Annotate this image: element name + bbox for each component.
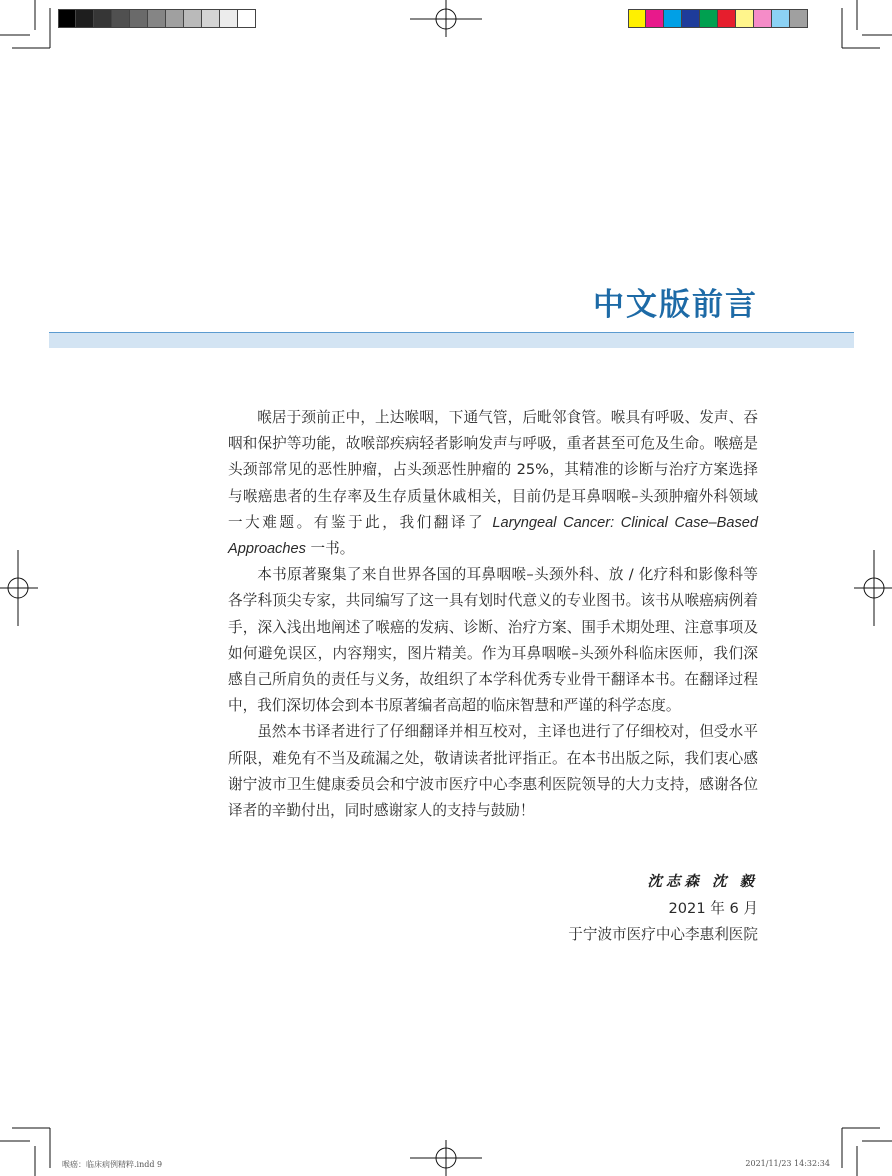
color-swatch [682,9,700,28]
registration-mark-top [410,0,482,37]
color-swatch [736,9,754,28]
crop-mark-top-left [0,0,50,48]
grayscale-swatch [76,9,94,28]
registration-mark-bottom [410,1140,482,1176]
grayscale-swatch [220,9,238,28]
grayscale-swatch [184,9,202,28]
color-swatch [700,9,718,28]
signature-date: 2021 年 6 月 [668,900,758,917]
color-swatch [646,9,664,28]
page-title: 中文版前言 [593,287,758,323]
slug-timestamp: 2021/11/23 14:32:34 [745,1159,830,1168]
grayscale-swatch [238,9,256,28]
signature-institution: 于宁波市医疗中心李惠利医院 [568,926,758,943]
slug-file-name: 喉癌：临床病例精粹.indd 9 [62,1160,163,1169]
signature-names: 沈志森 沈 毅 [647,873,758,890]
color-swatch [718,9,736,28]
color-swatch [628,9,646,28]
grayscale-swatch [166,9,184,28]
paragraph-1-text: 喉居于颈前正中，上达喉咽，下通气管，后毗邻食管。喉具有呼吸、发声、吞咽和保护等功能，故喉部疾病轻者影响发声与呼吸，重者甚至可危及生命。喉癌是头颈部常见的恶性肿瘤，占头颈恶性肿瘤的 25%，其精准的诊断与治疗方案选择与喉癌患者的生存率及生存质量休戚相关，目前仍是耳鼻咽喉–头颈肿瘤外科领域一大难题。有鉴于此，我们翻译了 [228,409,758,531]
preface-body [228,405,758,824]
color-swatch [754,9,772,28]
color-calibration-bar [628,9,808,28]
grayscale-swatch [148,9,166,28]
paragraph-3: 虽然本书译者进行了仔细翻译并相互校对，主译也进行了仔细校对，但受水平所限，难免有不当及疏漏之处，敬请读者批评指正。在本书出版之际，我们衷心感谢宁波市卫生健康委员会和宁波市医疗中心李惠利医院领导的大力支持，感谢各位译者的辛勤付出，同时感谢家人的支持与鼓励！ [228,723,758,820]
crop-mark-bottom-right [842,1128,892,1176]
grayscale-swatch [202,9,220,28]
title-band [49,333,854,348]
color-swatch [790,9,808,28]
paragraph-1 [228,405,758,562]
registration-mark-right [854,550,892,626]
grayscale-swatch [58,9,76,28]
crop-mark-top-right [842,0,892,48]
grayscale-swatch [112,9,130,28]
grayscale-swatch [94,9,112,28]
paragraph-2: 本书原著聚集了来自世界各国的耳鼻咽喉–头颈外科、放 / 化疗科和影像科等各学科顶尖专家，共同编写了这一具有划时代意义的专业图书。该书从喉癌病例着手，深入浅出地阐述了喉癌的发病、诊断、治疗方案、围手术期处理、注意事项及如何避免误区，内容翔实，图片精美。作为耳鼻咽喉–头颈外科临床医师，我们深感自己所肩负的责任与义务，故组织了本学科优秀专业骨干翻译本书。在翻译过程中，我们深切体会到本书原著编者高超的临床智慧和严谨的科学态度。 [228,566,758,715]
color-swatch [664,9,682,28]
grayscale-calibration-bar [58,9,256,28]
crop-mark-bottom-left [0,1128,50,1176]
book-title-english: Laryngeal Cancer: Clinical Case–Based Approaches [228,514,759,558]
grayscale-swatch [130,9,148,28]
paragraph-1-tail: 一书。 [305,540,355,558]
registration-mark-left [0,550,38,626]
color-swatch [772,9,790,28]
